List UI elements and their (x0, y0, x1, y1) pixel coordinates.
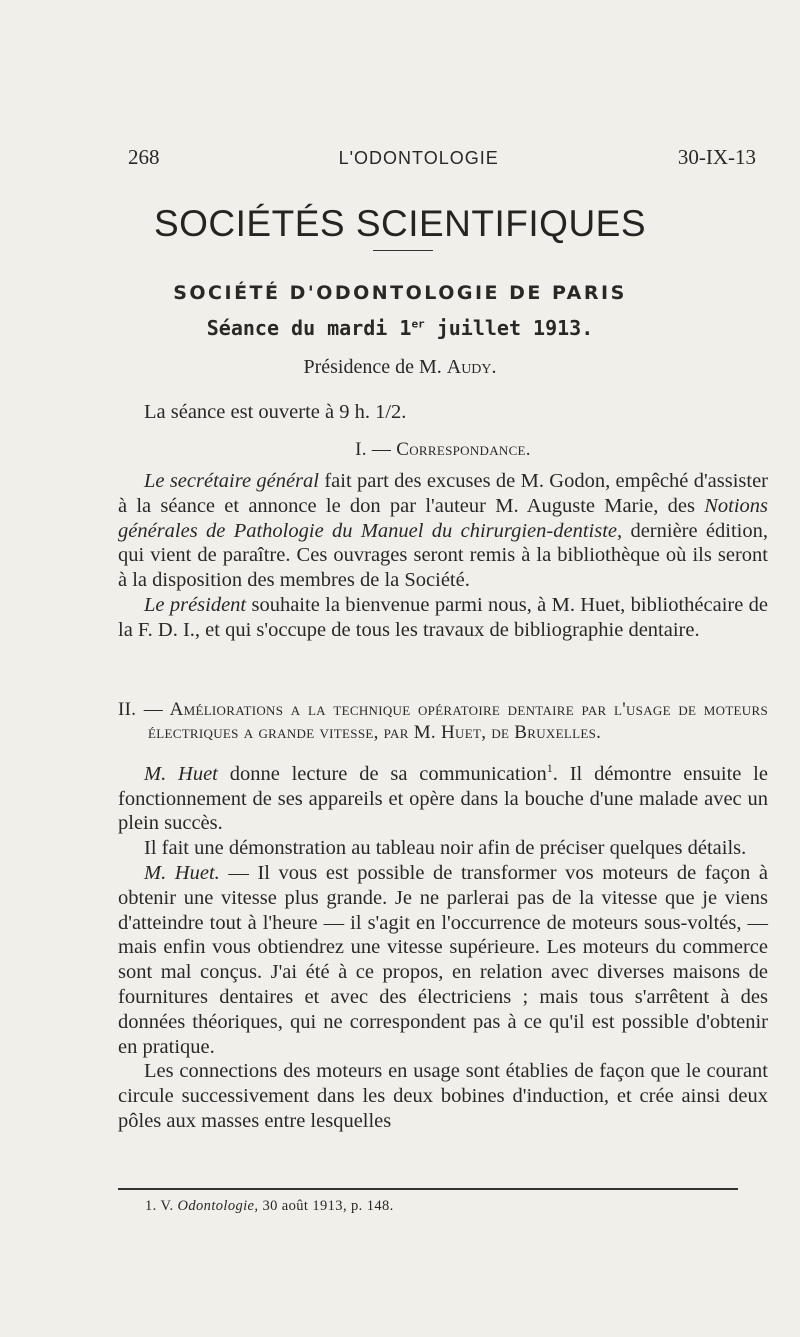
s2p1-text-b: . Il démontre ensuite le fonctionnement de ses appareils et opère dans la bouche d'une malade avec un plein succès. (118, 762, 768, 835)
presidence-prefix: Présidence de M. (303, 356, 447, 378)
president-name: Audy. (446, 356, 497, 378)
seance-after: juillet 1913. (424, 316, 594, 340)
section-2-paragraph-2: Il fait une démonstration au tableau noir afin de préciser quelques détails. (144, 837, 747, 860)
seance-heading (0, 316, 800, 340)
section-1 (118, 438, 768, 643)
s2p3-speaker: M. Huet. (144, 862, 220, 885)
seance-before: Séance du mardi 1 (206, 316, 412, 340)
s2p1-footnote-ref: 1 (546, 761, 553, 775)
p1-book-title: Notions générales de Pathologie du Manuel du chirurgien-dentiste, (118, 494, 768, 542)
p1-text-b: dernière édition, qui vient de paraître. Ces ouvrages seront remis à la bibliothèque où ils seront à la disposition des membres de la Société. (118, 519, 768, 592)
footnote-divider (118, 1188, 738, 1190)
section-2-paragraph-4: Les connections des moteurs en usage sont établies de façon que le courant circule successivement dans les deux bobines d'induction, et crée ainsi deux pôles aux masses entre lesquelles (118, 1060, 768, 1132)
section-1-title: I. — Correspondance. (355, 439, 531, 460)
section-title: SOCIÉTÉS SCIENTIFIQUES (153, 203, 647, 244)
presidence-line (0, 356, 800, 379)
s2p1-text-a: donne lecture de sa communication (217, 762, 547, 785)
footnote-rest: 30 août 1913, p. 148. (258, 1198, 394, 1214)
section-1-paragraph-1 (118, 469, 768, 593)
seance-sup: er (411, 317, 425, 331)
section-2 (118, 698, 768, 1134)
p1-text-a: fait part des excuses de M. Godon, empêché d'assister à la séance et annonce le don par l'auteur M. Auguste Marie, des (118, 470, 768, 517)
page-number: 268 (128, 145, 160, 169)
issue-date: 30-IX-13 (677, 145, 756, 169)
running-header (128, 145, 756, 170)
title-divider (373, 250, 433, 251)
society-name: SOCIÉTÉ D'ODONTOLOGIE DE PARIS (173, 282, 627, 304)
footnote-journal: Odontologie, (177, 1198, 259, 1214)
section-2-paragraph-1 (118, 756, 768, 836)
p2-text: souhaite la bienvenue parmi nous, à M. Huet, bibliothécaire de la F. D. I., et qui s'occupe de tous les travaux de bibliographie dentaire. (118, 593, 769, 641)
journal-title: L'ODONTOLOGIE (338, 148, 499, 168)
section-2-title: II. — Améliorations a la technique opératoire dentaire par l'usage de moteurs électriques a grande vitesse, par M. Huet, de Bruxelles. (118, 699, 768, 743)
p2-speaker: Le président (144, 593, 247, 616)
opening-block (118, 400, 768, 425)
footnote-num: 1. V. (145, 1198, 178, 1214)
section-2-paragraph-3 (118, 861, 768, 1059)
footnote (145, 1198, 394, 1215)
s2p1-speaker: M. Huet (144, 762, 218, 785)
section-1-paragraph-2 (118, 593, 768, 643)
p1-speaker: Le secrétaire général (144, 470, 319, 492)
opening-paragraph: La séance est ouverte à 9 h. 1/2. (144, 401, 407, 423)
s2p3-text: — Il vous est possible de transformer vos moteurs de façon à obtenir une vitesse plus grande. Je ne parlerai pas de la vitesse que je viens d'atteindre tout à l'heure — il s'agit en l'occurrence de moteurs sous-voltés, — mais enfin vous obtiendrez une vitesse supérieure. Les moteurs du commerce sont mal conçus. J'ai été à ce propos, en relation avec diverses maisons de fournitures dentaires et avec des électriciens ; mais tous s'arrêtent à des données théoriques, qui ne correspondent pas à ce qu'il est possible d'obtenir en pratique. (118, 862, 768, 1058)
